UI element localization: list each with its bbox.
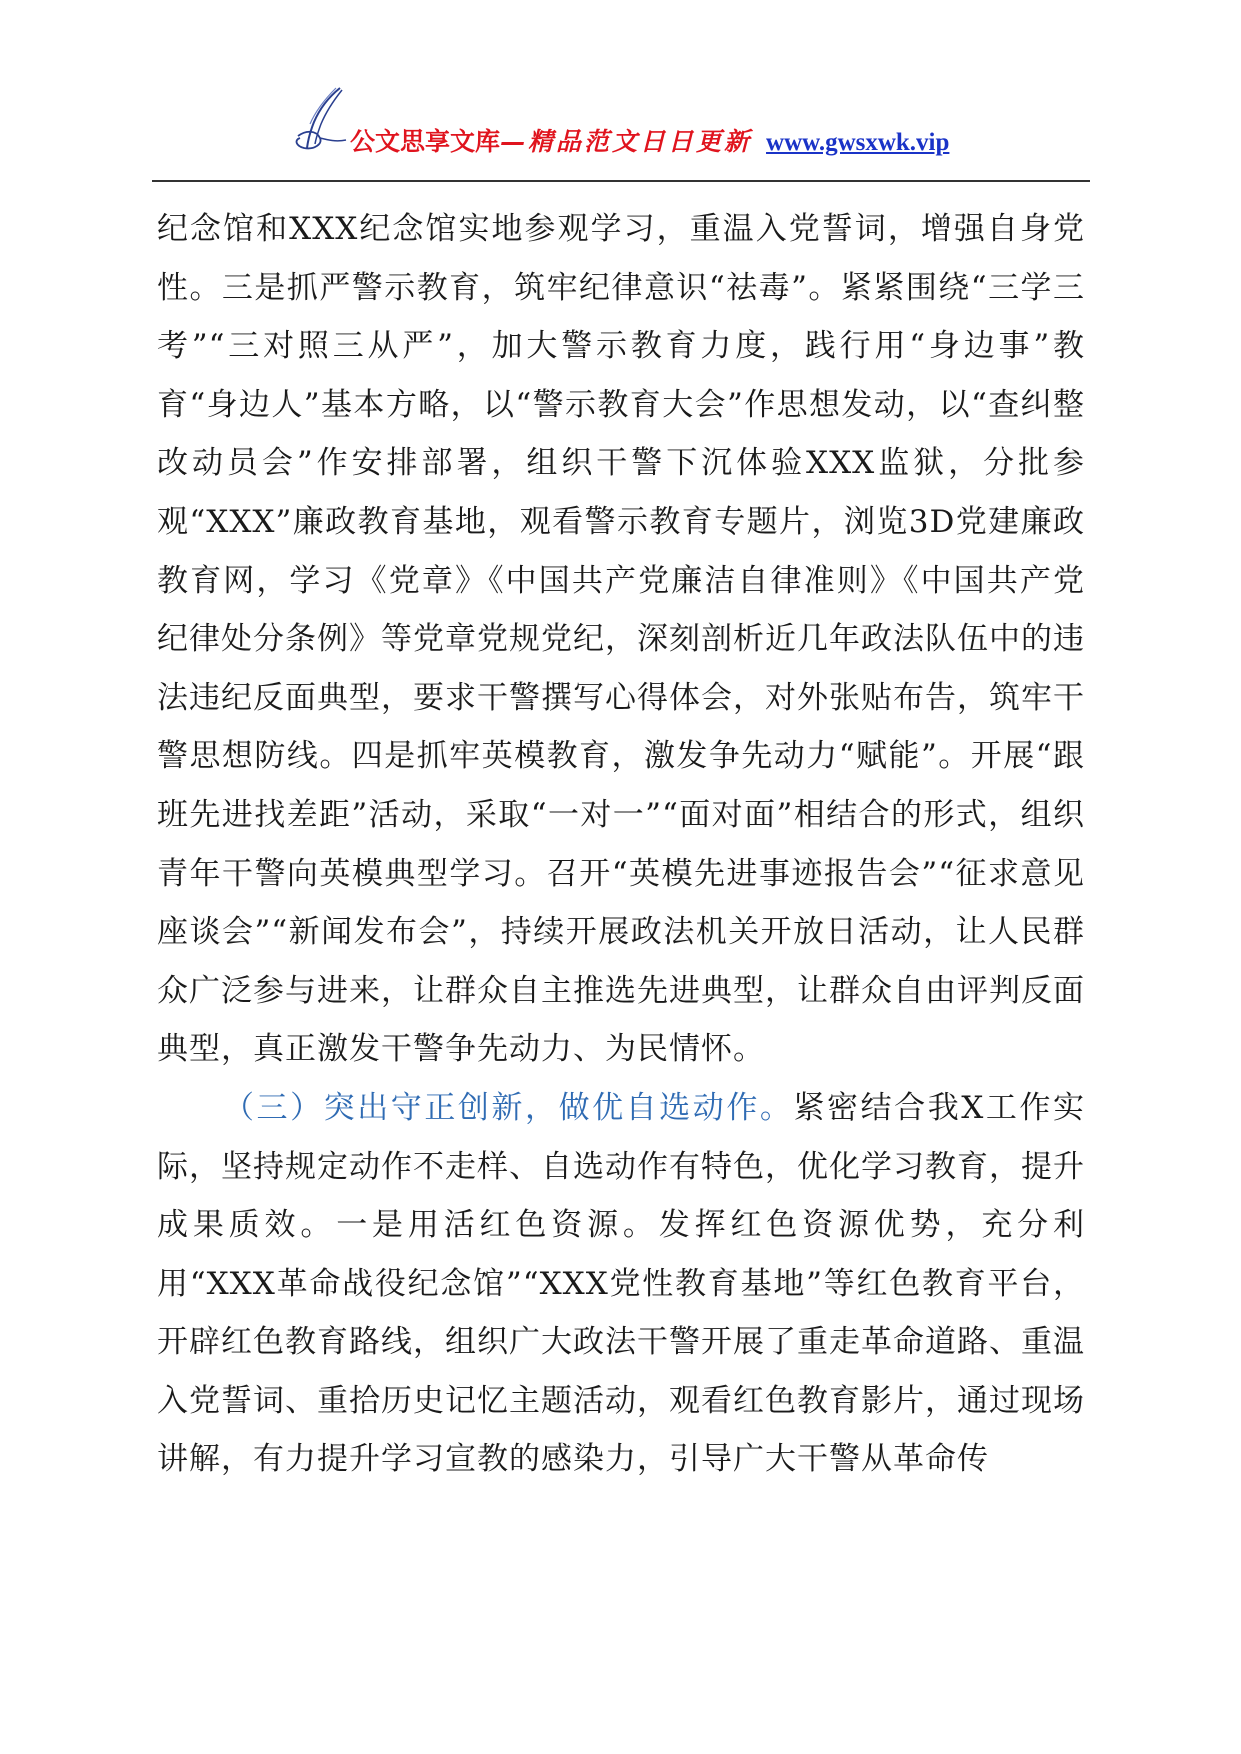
- header-divider: [152, 180, 1090, 182]
- site-link[interactable]: www.gwsxwk.vip: [766, 129, 950, 156]
- section-heading-3: （三）突出守正创新，做优自选动作。: [223, 1089, 794, 1126]
- page-header: [0, 82, 1241, 162]
- brand-name: 公文思享文库: [350, 127, 501, 156]
- quill-pen-icon: [290, 86, 352, 152]
- paragraph-2: [157, 1079, 1085, 1489]
- paragraph-2-text: 紧密结合我X工作实际，坚持规定动作不走样、自选动作有特色，优化学习教育，提升成果质效。一是用活红色资源。发挥红色资源优势，充分利用“XXX革命战役纪念馆”“XXX党性教育基地”等红色教育平台，开辟红色教育路线，组织广大政法干警开展了重走革命道路、重温入党誓词、重拾历史记忆主题活动，观看红色教育影片，通过现场讲解，有力提升学习宣教的感染力，引导广大干警从革命传: [157, 1089, 1085, 1478]
- paragraph-1: 纪念馆和XXX纪念馆实地参观学习，重温入党誓词，增强自身党性。三是抓严警示教育，筑牢纪律意识“祛毒”。紧紧围绕“三学三考”“三对照三从严”，加大警示教育力度，践行用“身边事”教育“身边人”基本方略，以“警示教育大会”作思想发动，以“查纠整改动员会”作安排部署，组织干警下沉体验XXX监狱，分批参观“XXX”廉政教育基地，观看警示教育专题片，浏览3D党建廉政教育网，学习《党章》《中国共产党廉洁自律准则》《中国共产党纪律处分条例》等党章党规党纪，深刻剖析近几年政法队伍中的违法违纪反面典型，要求干警撰写心得体会，对外张贴布告，筑牢干警思想防线。四是抓牢英模教育，激发争先动力“赋能”。开展“跟班先进找差距”活动，采取“一对一”“面对面”相结合的形式，组织青年干警向英模典型学习。召开“英模先进事迹报告会”“征求意见座谈会”“新闻发布会”，持续开展政法机关开放日活动，让人民群众广泛参与进来，让群众自主推选先进典型，让群众自由评判反面典型，真正激发干警争先动力、为民情怀。: [157, 211, 1085, 1068]
- header-title: [350, 122, 949, 158]
- document-body: [157, 200, 1085, 1489]
- brand-slogan: —精品范文日日更新: [500, 127, 753, 156]
